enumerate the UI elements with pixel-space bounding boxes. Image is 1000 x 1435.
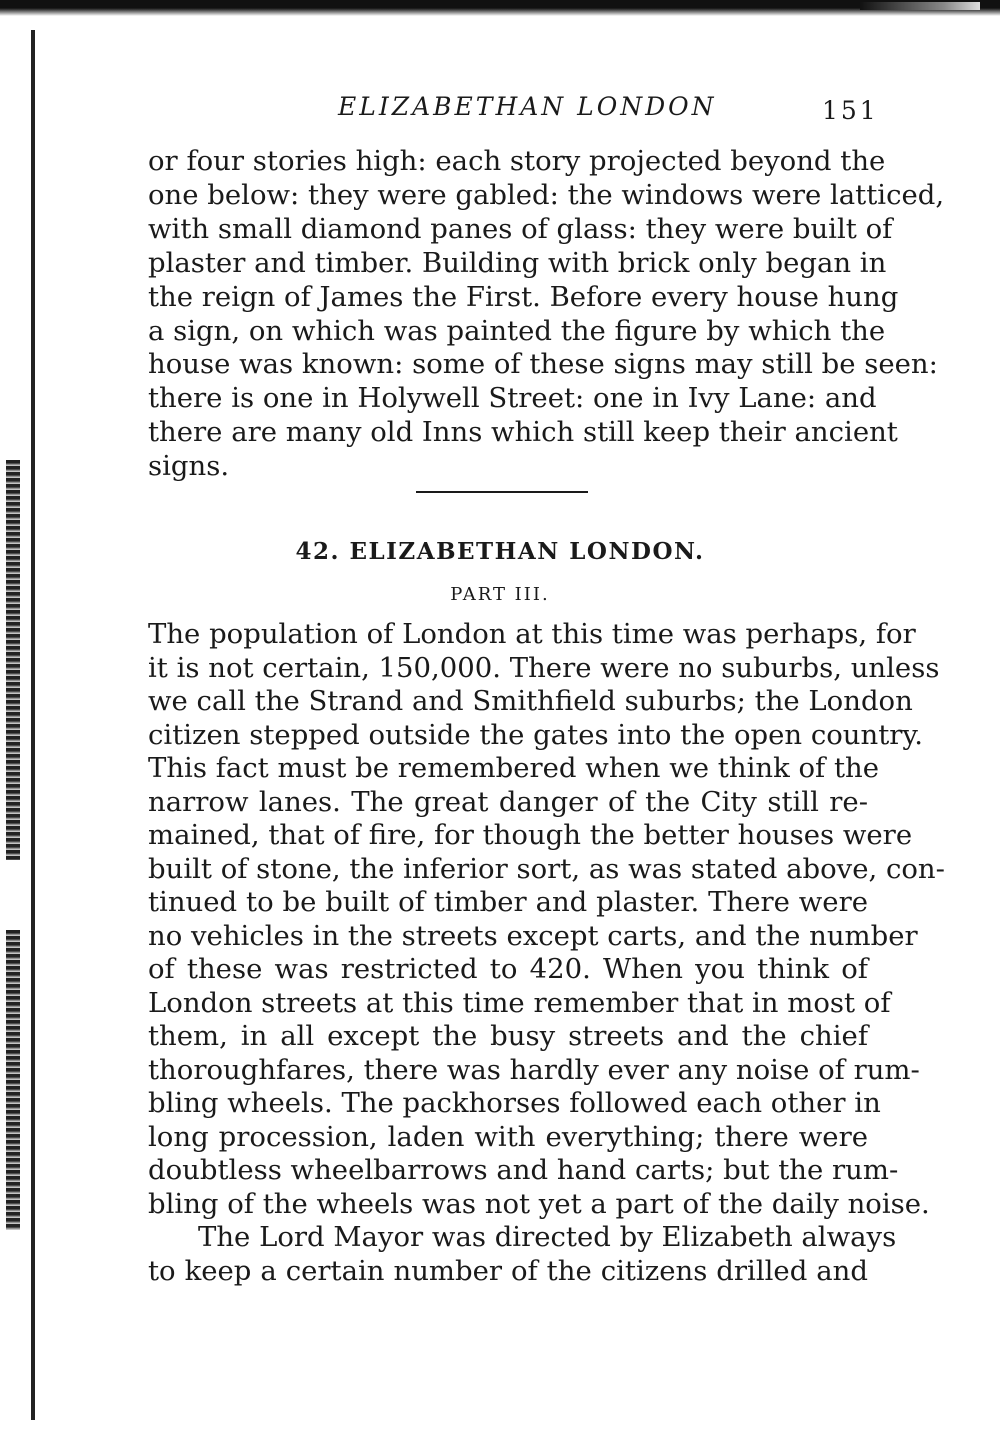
- text-line: the reign of James the First. Before every house hung: [148, 281, 899, 313]
- running-head: [0, 92, 1000, 132]
- text-line: there are many old Inns which still keep their ancient: [148, 416, 898, 448]
- page-number: 151: [822, 96, 879, 125]
- text-line: plaster and timber. Building with brick only began in: [148, 247, 887, 279]
- running-title: ELIZABETHAN LONDON: [338, 92, 717, 121]
- text-line: house was known: some of these signs may still be seen:: [148, 348, 938, 380]
- binding-gutter-upper: [6, 460, 20, 860]
- text-line: to keep a certain number of the citizens drilled and: [148, 1255, 868, 1287]
- section-divider: [416, 491, 588, 493]
- text-line: thoroughfares, there was hardly ever any noise of rum-: [148, 1054, 920, 1086]
- text-line: The Lord Mayor was directed by Elizabeth always: [198, 1221, 897, 1253]
- text-line: signs.: [148, 450, 230, 482]
- top-edge-fade: [860, 2, 980, 10]
- text-line: This fact must be remembered when we think of the: [148, 752, 879, 784]
- text-line: mained, that of fire, for though the better houses were: [148, 819, 913, 851]
- text-line: with small diamond panes of glass: they were built of: [148, 213, 893, 245]
- top-page-edge: [0, 0, 1000, 16]
- section-heading: 42. ELIZABETHAN LONDON.: [295, 538, 705, 565]
- text-line: built of stone, the inferior sort, as was stated above, con-: [148, 853, 945, 885]
- text-line: one below: they were gabled: the windows were latticed,: [148, 179, 945, 211]
- text-line: there is one in Holywell Street: one in Ivy Lane: and: [148, 382, 877, 414]
- text-line: or four stories high: each story projected beyond the: [148, 145, 886, 177]
- text-line: The population of London at this time was perhaps, for: [148, 618, 916, 650]
- text-line: of these was restricted to 420. When you think of: [148, 953, 868, 985]
- text-line: doubtless wheelbarrows and hand carts; but the rum-: [148, 1154, 899, 1186]
- text-line: London streets at this time remember that in most of: [148, 987, 891, 1019]
- text-line: bling of the wheels was not yet a part of the daily noise.: [148, 1188, 930, 1220]
- section-subheading: PART III.: [450, 584, 550, 605]
- binding-bar: [31, 30, 35, 1420]
- binding-edge: [6, 30, 28, 1420]
- text-line: no vehicles in the streets except carts, and the number: [148, 920, 918, 952]
- text-line: citizen stepped outside the gates into the open country.: [148, 719, 924, 751]
- binding-gutter-lower: [6, 930, 20, 1230]
- text-line: it is not certain, 150,000. There were no suburbs, unless: [148, 652, 940, 684]
- text-line: narrow lanes. The great danger of the City still re-: [148, 786, 868, 818]
- text-line: we call the Strand and Smithfield suburbs; the London: [148, 685, 913, 717]
- text-line: tinued to be built of timber and plaster. There were: [148, 886, 868, 918]
- text-line: a sign, on which was painted the figure by which the: [148, 315, 886, 347]
- text-line: them, in all except the busy streets and the chief: [148, 1020, 868, 1052]
- text-line: long procession, laden with everything; there were: [148, 1121, 868, 1153]
- text-line: bling wheels. The packhorses followed each other in: [148, 1087, 881, 1119]
